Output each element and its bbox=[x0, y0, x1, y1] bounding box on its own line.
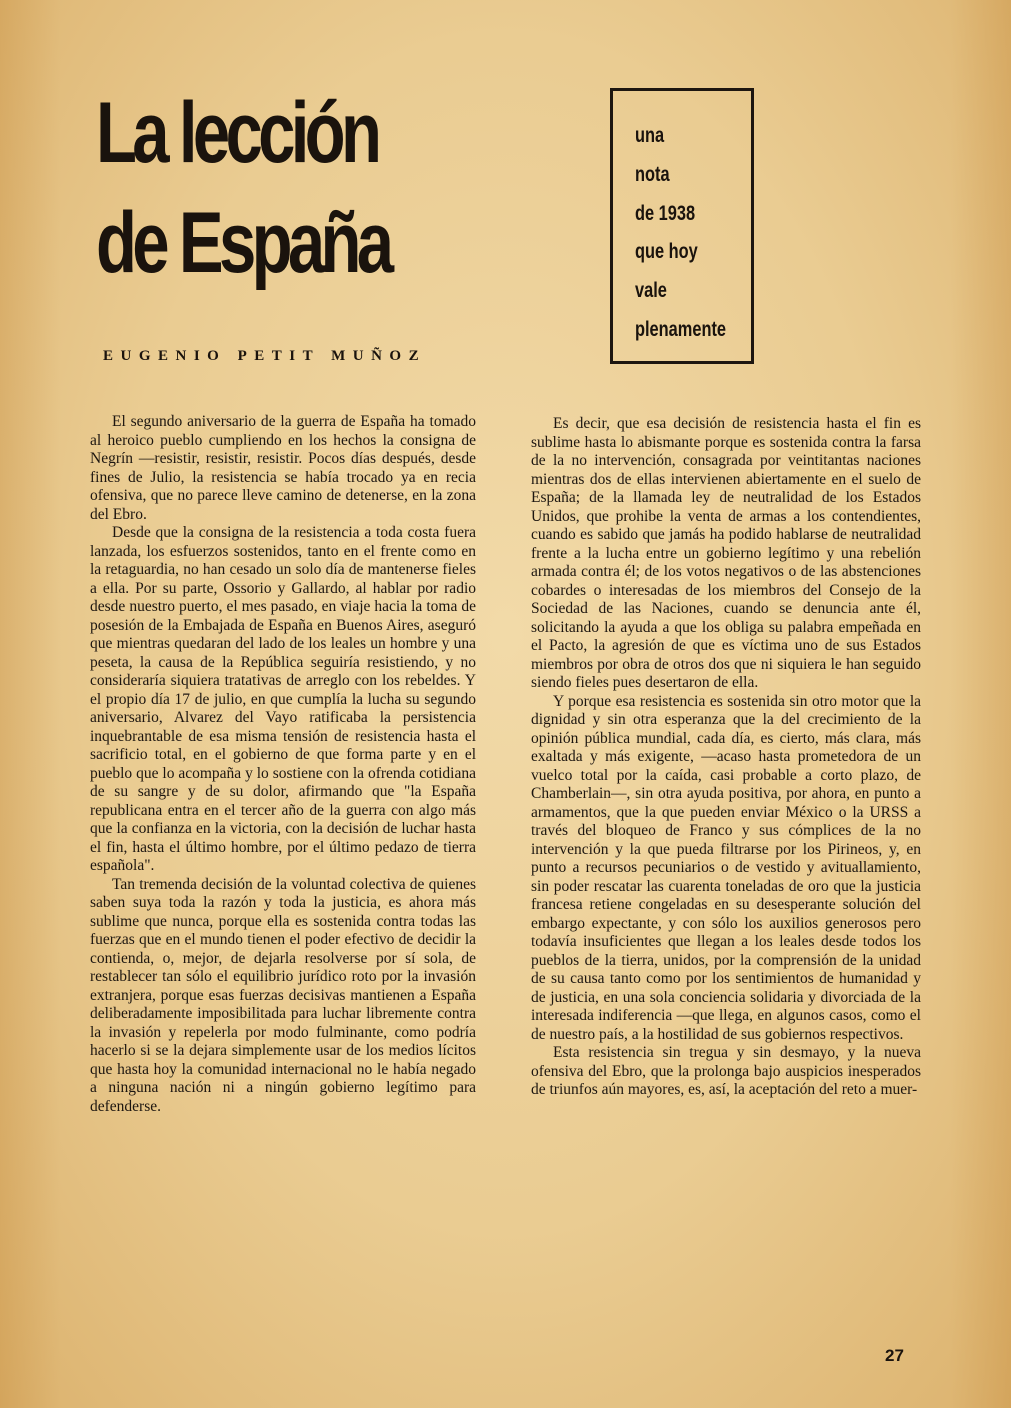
paragraph: Y porque esa resistencia es sostenida sin otro motor que la dignidad y sin otra esperanza que la del crecimiento de la opinión pública mundial, cada día, es cierto, más clara, más exaltada y más exigente, —acaso hasta prometedora de un vuelco total por la caída, casi probable a corto plazo, de Chamberlain—, sin otra ayuda positiva, por ahora, en punto a armamentos, que la que pueden enviar México o la URSS a través del bloqueo de Franco y sus cómplices de la no intervención y la que pueda filtrarse por los Pirineos, y, en punto a recursos pecuniarios o de vestido y avituallamiento, sin poder rescatar las cuarenta toneladas de oro que la justicia francesa retiene congeladas en su desesperante solución del embargo expectante, y con sólo los auxilios generosos pero todavía insuficientes que llegan a los leales desde todos los pueblos de la tierra, unidos, por la comprensión de la unidad de su causa tanto como por los sentimientos de humanidad y de justicia, en una sola conciencia solidaria y divorciada de la interesada indiferencia —que llega, en algunos casos, como el de nuestro país, a la hostilidad de sus gobiernos respectivos. bbox=[531, 692, 921, 1043]
boxed-note-line: una bbox=[635, 124, 665, 147]
paragraph: Desde que la consigna de la resistencia a toda costa fuera lanzada, los esfuerzos sostenidos, tanto en el frente como en la retaguardia, no han cesado un solo día de mantenerse fieles a ella. Por su parte, Ossorio y Gallardo, al hablar por radio desde nuestro puerto, el mes pasado, en viaje hacia la toma de posesión de la Embajada de España en Buenos Aires, aseguró que mientras quedaran del lado de los leales un hombre y una peseta, la causa de la República seguiría resistiendo, y no consideraría siquiera tratativas de arreglo con los rebeldes. Y el propio día 17 de julio, en que cumplía la lucha su segundo aniversario, Alvarez del Vayo ratificaba la persistencia inquebrantable de esa misma tensión de resistencia hasta el sacrificio total, en el gobierno de que forma parte y en el pueblo que lo acompaña y lo sostiene con la ofrenda cotidiana de su sangre y de su dolor, afirmando que "la España republicana entra en el tercer año de la guerra con algo más que la confianza en la victoria, con la decisión de luchar hasta el fin, hasta el último hombre, por el último pedazo de tierra española". bbox=[90, 524, 476, 874]
title-line-1: La lección bbox=[96, 85, 378, 181]
author-byline: EUGENIO PETIT MUÑOZ bbox=[103, 348, 427, 364]
article-title bbox=[96, 78, 390, 298]
boxed-note-line: de 1938 bbox=[635, 201, 696, 225]
boxed-note-line: nota bbox=[635, 162, 670, 186]
boxed-note bbox=[610, 88, 754, 364]
page-number: 27 bbox=[885, 1346, 904, 1365]
boxed-note-text bbox=[635, 117, 726, 350]
paragraph: Esta resistencia sin tregua y sin desmayo, y la nueva ofensiva del Ebro, que la prolonga bajo auspicios inesperados de triunfos aún mayores, es, así, la aceptación del reto a muer- bbox=[531, 1044, 921, 1098]
paragraph: Tan tremenda decisión de la voluntad colectiva de quienes saben suya toda la razón y toda la justicia, es ahora más sublime que nunca, porque ella es sostenida contra todas las fuerzas que en el mundo tienen el poder efectivo de decidir la contienda, o, mejor, de dejarla resolverse por sí sola, de restablecer tan sólo el equilibrio jurídico roto por la invasión extranjera, porque esas fuerzas decisivas mantienen a España deliberadamente imposibilitada para luchar libremente contra la invasión y repelerla por modo fulminante, como podría hacerlo si se la dejara simplemente usar de los medios lícitos que hasta hoy la comunidad internacional no le había negado a ninguna nación ni a ningún gobierno legítimo para defenderse. bbox=[90, 875, 476, 1115]
left-column bbox=[90, 413, 476, 1116]
right-column bbox=[531, 415, 921, 1100]
paragraph: Es decir, que esa decisión de resistencia hasta el fin es sublime hasta lo abismante porque es sostenida contra la farsa de la no intervención, consagrada por veintitantas naciones mientras dos de ellas intervienen abiertamente en el suelo de España; de la llamada ley de neutralidad de los Estados Unidos, que prohibe la venta de armas a los contendientes, cuando es sabido que jamás ha podido hablarse de neutralidad frente a la lucha entre un gobierno legítimo y una rebelión armada contra él; de los votos negativos o de las abstenciones cobardes o interesadas de los miembros del Consejo de la Sociedad de las Naciones, cuando se denuncia ante él, solicitando la ayuda a que los obliga su palabra empeñada en el Pacto, la agresión de que es víctima uno de sus Estados miembros por obra de otros dos que ni siquiera le han seguido siendo fieles pues desertaron de ella. bbox=[531, 415, 921, 691]
title-line-2: de España bbox=[96, 195, 390, 291]
boxed-note-line: vale bbox=[635, 279, 667, 303]
boxed-note-line: que hoy bbox=[635, 240, 698, 264]
paragraph: El segundo aniversario de la guerra de España ha tomado al heroico pueblo cumpliendo en los hechos la consigna de Negrín —resistir, resistir, resistir. Pocos días después, desde fines de Julio, la resistencia se había trocado ya en recia ofensiva, que no parece lleve camino de detenerse, en la zona del Ebro. bbox=[90, 413, 476, 523]
boxed-note-line: plenamente bbox=[635, 317, 727, 341]
